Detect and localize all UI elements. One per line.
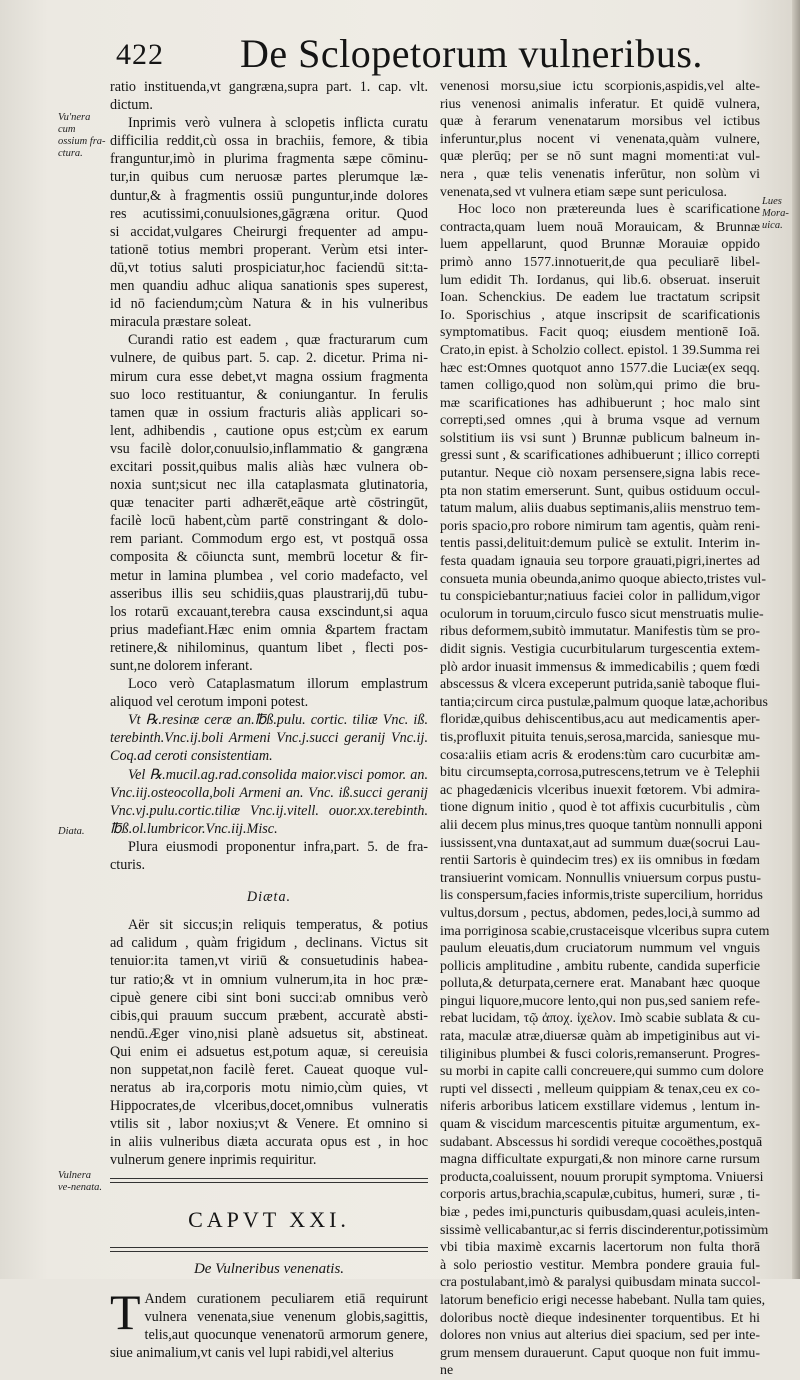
page-edge [792,0,800,1279]
recipe [110,766,428,838]
text-line: vbi tibia maximè excarnis lacertorum non fulta thorā [440,1240,760,1256]
paragraph [440,201,770,1380]
right-column [440,78,770,1379]
text-line: quæ à ferarum venenatarum morsibus vel ictibus [440,114,760,130]
text-line: dū,vt totius saluti prospiciatur,hoc faciendū sit:ta- [110,259,428,276]
text-line: niferis arboribus laticem exstillare videmus , lentum in- [440,1099,760,1115]
text-line: vulnere, de quibus part. 5. cap. 2. dicetur. Prima ni- [110,350,428,367]
text-line: cosa:aliis etiam acris & erodens:tùm caro cucurbitæ am- [440,747,760,763]
text-line: in aliis vulneribus diæta accurata opus est , in hoc [110,1134,428,1151]
text-line: suo loco restituantur, & coniungantur. In ferulis [110,386,428,403]
text-line: dolores non vnius aut alterius diei spacium, sed per inte- [440,1328,760,1344]
text-line: su morbi in capite calli concreuere,qui summo cum dolore [440,1064,764,1080]
chapter-subtitle: De Vulneribus venenatis. [193,1260,345,1277]
left-column [110,78,428,1361]
rule [110,1247,428,1252]
text-line: cipuè genere cibi sint boni succi:ab omnibus verò [110,989,428,1006]
text-line: gressi sunt , & scarificationes adhibuerunt ; illico correpti [440,448,760,464]
paragraph [110,916,428,1169]
text-line: biæ , pedes imi,puncturis quibusdam,quasi aculeis,inten- [440,1205,760,1220]
paragraph [110,331,428,675]
text-line: producta,coaluissent, nouum prorupit symptoma. Vniuersi [440,1169,764,1185]
text-line: oculorum in toruum,circulo fusco sicut menstruatis mulie- [440,606,764,622]
text-line: Io. Sporischius , atque inscripsit de scarificationis [440,307,760,323]
text-line: ac phagedænicis vlceribus inuexit fœtorem. Vbi admira- [440,782,760,798]
text-line: Coq.ad ceroti consistentiam. [110,748,273,765]
text-line: Aër sit siccus;in reliquis temperatus, & potius [128,917,428,934]
text-line: men quandiu adhuc aliqua sanationis spes superest, [110,278,428,295]
text-line: Vnc.iij.osteocolla,boli Armeni an. Vnc. iß.succi geranij [110,784,428,801]
text-line: tamen colligo,quod non solùm,qui primo die bru- [440,378,760,394]
text-line: franguntur,imò in plurima fragmenta sæpe cōminu- [110,151,428,168]
text-line: cibis,qui prauum succum præbent, accuratè absti- [110,1007,428,1024]
paragraph [440,78,760,201]
text-line: Hoc loco non prætereunda lues è scarificatione [458,202,760,218]
text-line: ima porriginosa scabie,crustaceisque vlceribus supra cutem [440,923,770,939]
text-line: alii decem plus minus,tres quoque tantùm nonnulli apponi [440,817,763,833]
text-line: inferuntur,plus nocent vi venenata,quàm vulnere, [440,131,760,147]
text-line: pollicis amplitudine , ambitu rubente, candida superficie [440,958,760,974]
margin-note-diaeta: Diata. [58,826,85,837]
text-line: paulum eleuatis,dum cruciatorum nummum vel vnguis [440,941,760,957]
text-line: doloribus noctè dieque indesinenter torquentibus. Et hi [440,1310,760,1326]
text-line: tamen quæ in ossium fracturis aliàs applicari so- [110,404,428,421]
text-line: siue animalium,vt canis vel lupi rabidi,vel alterius [110,1344,394,1361]
text-line: vulnera venenata,siue venenum globis,sagittis, [144,1308,428,1325]
text-line: tantia;circum circa pustulæ,palmum quoque latæ,achoribus [440,694,768,710]
text-line: ratio instituenda,vt gangræna,supra part. 1. cap. vlt. [110,79,428,95]
text-line: non suppetat,non facilè feret. Caueat quoque vul- [110,1061,428,1078]
text-line: los rotarū excauant,terebra causa exscindunt,si aqua [110,603,428,620]
text-line: metur in lamina plumbea , vel corio madefacto, vel [110,567,428,584]
paragraph [110,675,428,711]
text-line: cturis. [110,857,146,874]
text-line: Curandi ratio est eadem , quæ fracturarum cum [128,332,428,349]
text-line: Vt ℞.resinæ ceræ an.℔ß.pulu. cortic. tiliæ Vnc. iß. [128,712,428,729]
paragraph [110,838,428,874]
text-line: Crato,in epist. à Scholzio collect. epistol. 1 39.Summa rei [440,342,760,358]
text-line: vtilis sit , labor noxius;vt & Venere. Et omnino si [110,1116,428,1133]
text-line: Loco verò Cataplasmatum illorum emplastrum [128,676,428,693]
text-line: tiliginibus plumbei & fusci coloris,remanserunt. Progres- [440,1046,760,1062]
text-line: pingui liquore,mucore lento,qui non pus,sed saniem refe- [440,993,760,1009]
text-line: tationē totius membri properant. Verùm etsi inter- [110,241,428,258]
text-line: retinere,& nihilominus, quantum libet , flecti pos- [110,639,428,656]
text-line: luem appellarunt, quod Brunnæ Morauiæ oppido [440,237,760,253]
text-line: symptomatibus. Facit quoq; eiusdem mentionē Ioā. [440,325,760,341]
text-line: corporis artus,brachia,scapulæ,cubitus, humeri, suræ , ti- [440,1187,760,1203]
text-line: quæ tenaciter parti adhærēt,eāque artè cōstringūt, [110,495,428,512]
text-line: duntur,& à fragmentis ossiū punguntur,inde dolores [110,187,428,204]
text-line: asseribus illis seu schidiis,quas plaustrarij,dū tubu- [110,585,428,602]
text-line: Qui enim ei adsuetus est,potum aquæ, si cereuisia [110,1043,428,1060]
text-line: grum mensem durauerunt. Caput quoque non fuit immu- [440,1345,760,1361]
text-line: Ioan. Schenckius. De eadem lue tractatum scripsit [440,290,760,306]
text-line: cra postulabant,imò & paralysi quibusdam minata succol- [440,1275,761,1291]
text-line: à solo periostio vestitur. Membra pondere grauia ful- [440,1257,760,1273]
text-line: tatum malum, aliis duabus septimanis,aliis menstruo tem- [440,501,761,517]
text-line: ad calidum , quàm frigidum , declinans. Victus sit [110,935,428,952]
text-line: transiuerint vomicam. Nonnullis vniuersum corpus pustu- [440,870,761,886]
text-line: polluta,& deturpata,cernere erat. Manabant hæc quoque [440,976,760,992]
text-line: tione dignum initio , quod è tot affixis cucurbitulis , cùm [440,800,760,816]
text-line: latorum beneficio erigi necesse habebant. Nulla tam quies, [440,1292,766,1308]
text-line: tur ratio;& vt in omnium vulnerum,ita in hoc præ- [110,971,428,988]
text-line: floridæ,quibus dehiscentibus,acu aut medicamentis aper- [440,712,760,728]
text-line: correpti,sed omnes ,qui à bruma vsque ad vernum [440,413,760,429]
page-header [100,30,780,80]
text-line: id nō faciendum;cùm Natura & in his vulneribus [110,296,428,313]
text-line: rupti vel dissecti , melleum quippiam & tenax,ceu ex co- [440,1081,760,1097]
text-line: contracta,quam luem nouā Morauicam, & Brunnæ [440,219,760,235]
text-line: telis,aut quocunque venenatorū armorum genere, [144,1326,428,1343]
text-line: quam & viscidum marcescentis pituitæ argumentum, ex- [440,1117,760,1133]
text-line: Vnc.vj.pulu.cortic.tiliæ Vnc.ij.vitell. ouor.xx.terebinth. [110,802,428,819]
text-line: sunt,ne dolorem inferant. [110,658,253,674]
margin-note-lues: Lues Mora-uica. [762,196,789,231]
text-line: pta non statim emerserunt. Sunt, quibus ostiduum occul- [440,483,760,499]
text-line: noxia sunt;sicut nec illa cataplasmata glutinatoria, [110,477,428,494]
text-line: venenosi morsu,siue ictu scorpionis,aspidis,vel alte- [440,79,760,94]
text-line: festa quadam ignauia seu torpore grauati,pigri,inertes ad [440,554,760,570]
text-line: mirum cura esse debet,vt magna ossium fragmenta [110,368,428,385]
section-heading-diaeta: Diæta. [246,889,292,906]
text-line: excitari possit,quibus malis aliàs hæc vulnera ob- [110,458,428,475]
text-line: primò anno 1577.innotuerit,de qua peculiarē libel- [440,254,760,270]
text-line: Plura eiusmodi proponentur infra,part. 5. de fra- [128,838,428,855]
text-line: poris spacio,pro robore nimirum tam agentis, quàm reni- [440,518,760,534]
text-line: res acutissimi,conuulsiones,gāgræna oritur. Quod [110,205,428,222]
text-line: consueta munia obeunda,animo quoque abiecto,tristes vul- [440,571,766,587]
text-line: hæc est:Omnes quotquot anno 1577.die Luciæ(ex seqq. [440,360,760,376]
text-line: mæ scarificationes has adhibuerunt ; hoc malo sint [440,395,760,411]
text-line: lis conspersum,facies informis,triste supercilium, horridus [440,888,763,904]
text-line: lum edidit Th. Iordanus, qui lib.6. obseruat. inseruit [440,272,760,288]
text-line: venenata,sed vt vulnera etiam sæpe sunt periculosa. [440,184,727,200]
text-line: abscessus & vlcera exceperunt putrida,saniè taboque flui- [440,677,760,693]
text-line: iussissent,vna duntaxat,aut ad summum duæ(socrui Lau- [440,835,760,851]
margin-note-fracture: Vu'nera cum ossium fra-ctura. [58,112,106,159]
text-line: rem pariant. Commodum ergo est, vt postquā ossa [110,531,428,548]
text-line: ℔ß.ol.lumbricor.Vnc.iij.Misc. [110,820,278,837]
text-line: ribus deformem,subitò immutatur. Manifestis tùm se pro- [440,624,760,640]
text-line: facilè locū habent,cùm partē constringant & dolo- [110,513,428,530]
text-line: Andem curationem peculiarem etiā requirunt [144,1290,428,1307]
text-line: Inprimis verò vulnera à sclopetis inflicta curatu [128,115,428,132]
text-line: dictum. [110,97,153,114]
text-line: tur,in quibus cum neruosæ partes plerumque læ- [110,169,428,186]
text-line: solstitium iis vsi sunt ) Brunnæ publicum balneum in- [440,430,760,446]
paragraph [110,78,428,114]
text-line: difficilia reddit,cù ossa in brachiis, femore, & tibia [110,133,428,150]
text-line: vsu facilè dolor,conuulsio,inflammatio & gangræna [110,440,428,457]
text-line: rius venenosi animalis inferatur. Et quidē vulnera, [440,96,760,112]
text-line: composita & cōiuncta sunt, membrū locetur & fir- [110,549,428,566]
text-line: vultus,dorsum , pectus, abdomen, pedes,loci,à summo ad [440,905,760,921]
text-line: sudabant. Abscessus hi sordidi vereque cocoëthes,postquā [440,1134,763,1150]
text-line: si accidat,vulgares Cheirurgi frequenter ad ampu- [110,223,428,240]
text-line: sissimè vellicabantur,ac si ferris discinderentur,potissimùm [440,1222,769,1238]
text-line: aliquod vel cerotum imponi potest. [110,694,309,711]
drop-cap: T [110,1283,141,1340]
text-line: rata, maculæ atræ,diuersæ quàm ab impetiginibus aut vi- [440,1029,760,1045]
text-line: ne [440,1363,454,1379]
recipe [110,711,428,765]
text-line: rebat lucidam, τῷ ἀποχ. ἰχελον. Imò scabie sublata & cu- [440,1011,760,1027]
text-line: quæ plerūq; per se nō sunt magni momenti:at vul- [440,149,760,165]
text-line: nendū.Æger vino,nisi planè adsuetus sit, abstineat. [110,1025,428,1042]
text-line: rentii Sartoris è quindecim tres) ex iis omnibus in fœdam [440,853,760,869]
text-line: nera , quæ telis venenatis inferūtur, non solùm vi [440,166,760,182]
text-line: tenuior:ita tamen,vt viriū & consuetudinis habea- [110,953,428,970]
text-line: bitu circumsepta,corrosa,putrescens,tetrum ve è Telephii [440,765,760,781]
paragraph-dropcap [110,1283,428,1362]
text-line: tentis passi,delituit:demum pulicè se extulit. Interim in- [440,536,760,552]
text-line: tu conspiciebantur;natiuus faciei color in pallidum,vigor [440,589,760,605]
text-line: vulnerum genere inprimis requiritur. [110,1152,317,1169]
text-line: neratus ab ira,corporis motu nimio,cùm quies, vt [110,1080,428,1097]
text-line: terebinth.Vnc.ij.boli Armeni Vnc.j.succi geranij Vnc.ij. [110,730,428,747]
text-line: putantur. Neque ciò noxam persensere,signa labis rece- [440,466,760,482]
text-line: Hippocrates,de vlceribus,docet,omnibus vulneratis [110,1098,428,1115]
text-line: tis,profluxit pituita tenuis,serosa,marcida, saniesque mu- [440,729,760,745]
rule [110,1178,428,1183]
chapter-heading: CAPVT XXI. [188,1206,350,1232]
text-line: prius madefiant.Hæc enim omnia &partem fractam [110,621,428,638]
running-head: De Sclopetorum vulneribus. [240,31,703,76]
text-line: didit signis. Vestigia cucurbitularum turgescentia extem- [440,642,760,657]
text-line: plò ardor inuasit immensus & immedicabilis ; quem fœdi [440,659,760,675]
text-line: Vel ℞.mucil.ag.rad.consolida maior.visci pomor. an. [128,766,428,783]
margin-note-venenata: Vulnera ve-nenata. [58,1170,103,1193]
text-line: magna difficultate expurgati,& non minore carne rursum [440,1152,760,1168]
text-line: lent, adhibendis , cautione opus est;cùm ex earum [110,422,428,439]
page-number: 422 [116,38,164,71]
text-line: miracula præstare soleat. [110,314,252,331]
paragraph [110,114,428,331]
